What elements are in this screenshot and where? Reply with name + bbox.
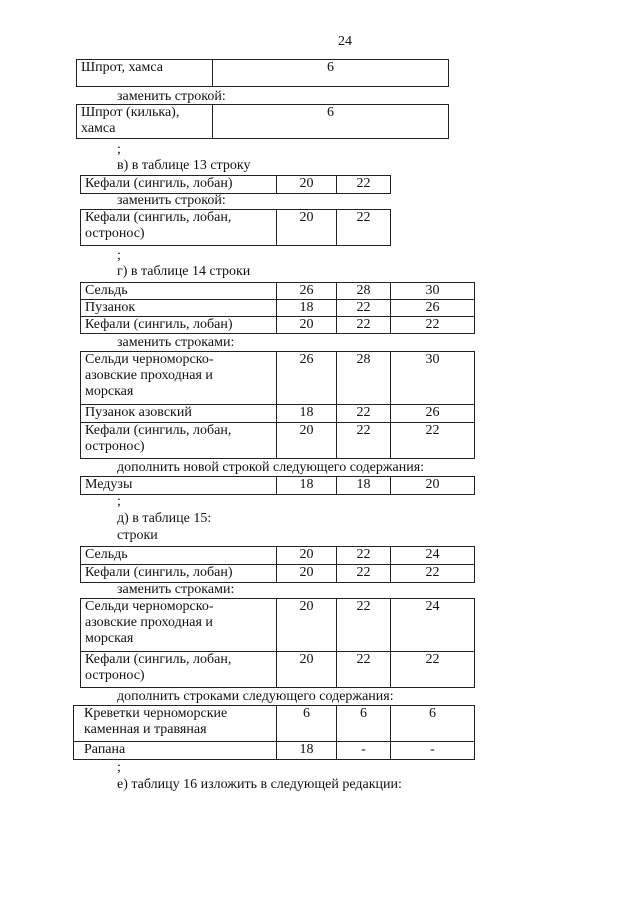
cell-value: 22 xyxy=(391,565,475,583)
table-14-old xyxy=(80,282,475,334)
cell-value: 20 xyxy=(277,423,337,459)
cell-value: 22 xyxy=(337,599,391,652)
table-shprot-old xyxy=(76,59,449,87)
cell-value: 22 xyxy=(391,423,475,459)
cell-name xyxy=(81,352,277,405)
semicolon: ; xyxy=(117,760,121,775)
cell-value: 22 xyxy=(391,317,475,334)
cell-value: 22 xyxy=(337,547,391,565)
cell-value: 26 xyxy=(277,352,337,405)
cell-value: 22 xyxy=(391,652,475,688)
cell-value: 22 xyxy=(337,405,391,423)
cell-name: Пузанок азовский xyxy=(81,405,277,423)
cell-value: 6 xyxy=(213,105,449,139)
cell-value: 20 xyxy=(277,317,337,334)
section-d-heading: д) в таблице 15: xyxy=(117,511,212,526)
section-v-heading: в) в таблице 13 строку xyxy=(117,158,251,173)
cell-value: 20 xyxy=(391,477,475,495)
cell-name-line: остронос) xyxy=(85,439,145,454)
cell-name: Кефали (сингиль, лобан) xyxy=(81,317,277,334)
table-15-add xyxy=(73,705,475,760)
cell-name xyxy=(81,210,277,246)
cell-value: 20 xyxy=(277,210,337,246)
cell-name-line: Сельди черноморско- xyxy=(85,352,214,367)
cell-value: 18 xyxy=(277,742,337,760)
cell-value: 22 xyxy=(337,300,391,317)
cell-value: 6 xyxy=(391,706,475,742)
cell-name-line: Креветки черноморские xyxy=(84,706,228,721)
cell-name-line: морская xyxy=(85,631,134,646)
cell-value: 30 xyxy=(391,283,475,300)
table-row xyxy=(81,300,475,317)
cell-value: 22 xyxy=(337,210,391,246)
instruction-replace-rows: заменить строками: xyxy=(117,335,235,350)
cell-name-line: хамса xyxy=(81,121,116,136)
cell-name: Кефали (сингиль, лобан) xyxy=(81,565,277,583)
cell-name xyxy=(81,652,277,688)
instruction-add-row: дополнить новой строкой следующего содержания: xyxy=(117,460,425,475)
cell-value: 20 xyxy=(277,599,337,652)
cell-name-line: Сельди черноморско- xyxy=(85,599,214,614)
cell-name: Рапана xyxy=(74,742,277,760)
cell-value: 18 xyxy=(277,300,337,317)
instruction-replace-row: заменить строкой: xyxy=(117,89,226,104)
cell-name: Пузанок xyxy=(81,300,277,317)
cell-name: Шпрот, хамса xyxy=(77,60,213,87)
table-row xyxy=(74,706,475,742)
page-number: 24 xyxy=(338,34,352,49)
section-g-heading: г) в таблице 14 строки xyxy=(117,264,251,279)
table-row xyxy=(81,283,475,300)
cell-value: 28 xyxy=(337,352,391,405)
table-row xyxy=(81,547,475,565)
cell-name-line: Кефали (сингиль, лобан, xyxy=(85,652,232,667)
instruction-replace-rows: заменить строками: xyxy=(117,582,235,597)
cell-value: 20 xyxy=(277,547,337,565)
table-row xyxy=(81,405,475,423)
table-15-old xyxy=(80,546,475,583)
cell-value: 18 xyxy=(277,477,337,495)
table-row xyxy=(74,742,475,760)
table-row xyxy=(81,210,391,246)
cell-name: Сельдь xyxy=(81,283,277,300)
table-row xyxy=(77,105,449,139)
table-row xyxy=(81,599,475,652)
cell-name-line: остронос) xyxy=(85,226,145,241)
cell-name: Кефали (сингиль, лобан) xyxy=(81,176,277,194)
table-row xyxy=(81,317,475,334)
cell-name-line: Шпрот (килька), xyxy=(81,105,180,120)
instruction-add-rows: дополнить строками следующего содержания: xyxy=(117,689,394,704)
cell-value: 22 xyxy=(337,565,391,583)
cell-value: 6 xyxy=(277,706,337,742)
cell-name-line: остронос) xyxy=(85,668,145,683)
cell-name-line: Кефали (сингиль, лобан, xyxy=(85,423,232,438)
cell-value: 30 xyxy=(391,352,475,405)
cell-value: 22 xyxy=(337,423,391,459)
table-14-new xyxy=(80,351,475,459)
semicolon: ; xyxy=(117,142,121,157)
cell-value: 6 xyxy=(213,60,449,87)
section-e-heading: е) таблицу 16 изложить в следующей редакции: xyxy=(117,777,402,792)
semicolon: ; xyxy=(117,494,121,509)
cell-name-line: Кефали (сингиль, лобан, xyxy=(85,210,232,225)
cell-name: Сельдь xyxy=(81,547,277,565)
cell-value: 26 xyxy=(277,283,337,300)
table-13-old xyxy=(80,175,391,194)
table-row xyxy=(81,652,475,688)
cell-name-line: азовские проходная и xyxy=(85,368,213,383)
cell-name-line: азовские проходная и xyxy=(85,615,213,630)
cell-name: Медузы xyxy=(81,477,277,495)
cell-name xyxy=(74,706,277,742)
cell-value: 20 xyxy=(277,652,337,688)
cell-value: 22 xyxy=(337,652,391,688)
cell-value: 18 xyxy=(277,405,337,423)
cell-name-line: каменная и травяная xyxy=(84,722,207,737)
cell-value: - xyxy=(337,742,391,760)
cell-name xyxy=(81,423,277,459)
table-14-add xyxy=(80,476,475,495)
instruction-replace-row: заменить строкой: xyxy=(117,193,226,208)
cell-value: 22 xyxy=(337,317,391,334)
cell-value: 24 xyxy=(391,547,475,565)
cell-value: 26 xyxy=(391,405,475,423)
table-row xyxy=(77,60,449,87)
table-row xyxy=(81,352,475,405)
table-row xyxy=(81,565,475,583)
cell-value: 20 xyxy=(277,176,337,194)
cell-value: 24 xyxy=(391,599,475,652)
cell-name xyxy=(81,599,277,652)
cell-value: - xyxy=(391,742,475,760)
table-row xyxy=(81,176,391,194)
rows-label: строки xyxy=(117,528,158,543)
table-15-new xyxy=(80,598,475,688)
cell-value: 18 xyxy=(337,477,391,495)
table-row xyxy=(81,423,475,459)
cell-value: 28 xyxy=(337,283,391,300)
cell-name xyxy=(77,105,213,139)
table-shprot-new xyxy=(76,104,449,139)
cell-value: 6 xyxy=(337,706,391,742)
table-row xyxy=(81,477,475,495)
cell-value: 22 xyxy=(337,176,391,194)
semicolon: ; xyxy=(117,248,121,263)
table-13-new xyxy=(80,209,391,246)
cell-name-line: морская xyxy=(85,384,134,399)
cell-value: 26 xyxy=(391,300,475,317)
cell-value: 20 xyxy=(277,565,337,583)
